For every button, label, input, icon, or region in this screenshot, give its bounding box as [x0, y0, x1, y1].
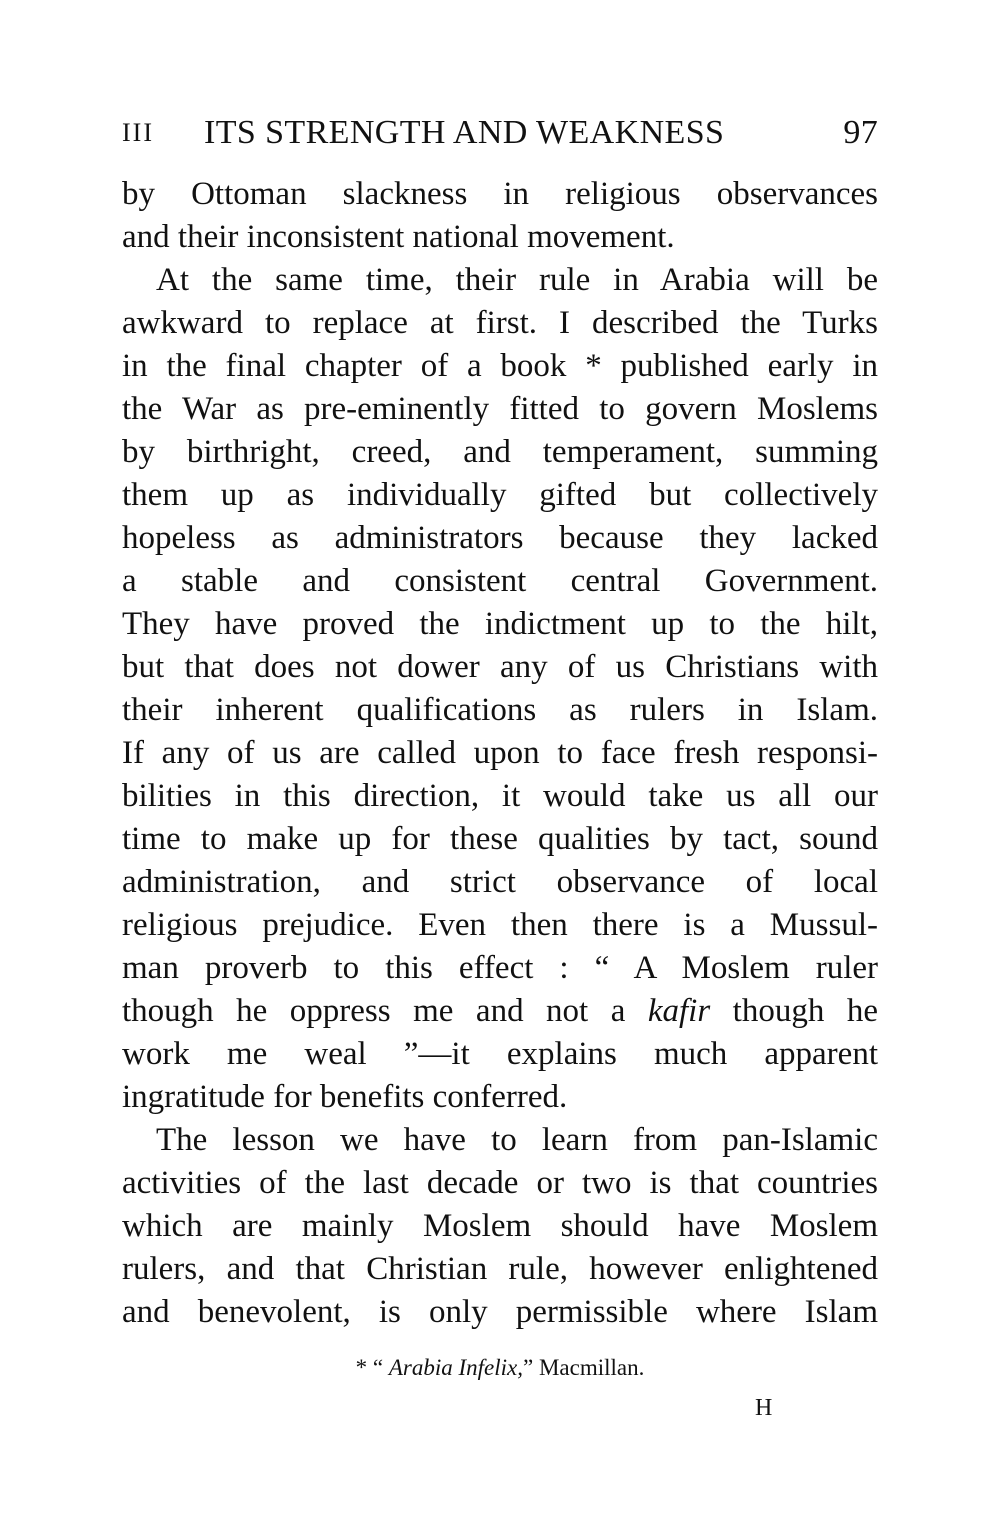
text-line: The lesson we have to learn from pan-Islamic	[156, 1122, 878, 1158]
chapter-numeral: III	[122, 118, 154, 147]
page-number: 97	[843, 114, 878, 151]
footnote	[122, 1352, 878, 1384]
text-line: religious prejudice. Even then there is a Mussul-	[122, 907, 878, 943]
running-title: ITS STRENGTH AND WEAKNESS	[204, 114, 725, 151]
signature-mark: H	[755, 1395, 773, 1421]
footnote-book-title: Arabia Infelix,	[388, 1355, 523, 1380]
text-line: their inherent qualifications as rulers in Islam.	[122, 692, 878, 728]
text-line: which are mainly Moslem should have Moslem	[122, 1208, 878, 1244]
text-line: by Ottoman slackness in religious observances	[122, 176, 878, 212]
text-line: administration, and strict observance of local	[122, 864, 878, 900]
text-line: activities of the last decade or two is that countries	[122, 1165, 878, 1201]
italic-word: kafir	[647, 993, 711, 1029]
text-line: in the final chapter of a book * published early in	[122, 348, 878, 384]
text-line: They have proved the indictment up to the hilt,	[122, 606, 878, 642]
text-segment: though he	[710, 993, 878, 1029]
text-line: rulers, and that Christian rule, however enlightened	[122, 1251, 878, 1287]
text-line: work me weal ”—it explains much apparent	[122, 1036, 878, 1072]
text-line: and benevolent, is only permissible where Islam	[122, 1294, 878, 1330]
text-line: by birthright, creed, and temperament, summing	[122, 434, 878, 470]
footnote-publisher: Macmillan.	[538, 1355, 645, 1380]
body-text	[122, 173, 878, 1334]
text-line: a stable and consistent central Government.	[122, 563, 878, 599]
text-line: awkward to replace at first. I described the Turks	[122, 305, 878, 341]
text-line: but that does not dower any of us Christians with	[122, 649, 878, 685]
text-line: the War as pre-eminently fitted to govern Moslems	[122, 391, 878, 427]
text-line: If any of us are called upon to face fresh responsi-	[122, 735, 878, 771]
text-segment: though he oppress me and not a	[122, 993, 648, 1029]
text-line: hopeless as administrators because they lacked	[122, 520, 878, 556]
text-line: and their inconsistent national movement.	[122, 219, 675, 255]
text-line: man proverb to this effect : “ A Moslem ruler	[122, 950, 878, 986]
text-line-with-italic	[122, 990, 878, 1033]
text-line: At the same time, their rule in Arabia will be	[156, 262, 878, 298]
text-line: bilities in this direction, it would take us all our	[122, 778, 878, 814]
text-line: time to make up for these qualities by tact, sound	[122, 821, 878, 857]
running-head	[122, 108, 878, 158]
footnote-marker: * “	[355, 1355, 389, 1380]
text-line: ingratitude for benefits conferred.	[122, 1079, 568, 1115]
text-line: them up as individually gifted but collectively	[122, 477, 878, 513]
footnote-close-quote: ”	[523, 1355, 539, 1380]
